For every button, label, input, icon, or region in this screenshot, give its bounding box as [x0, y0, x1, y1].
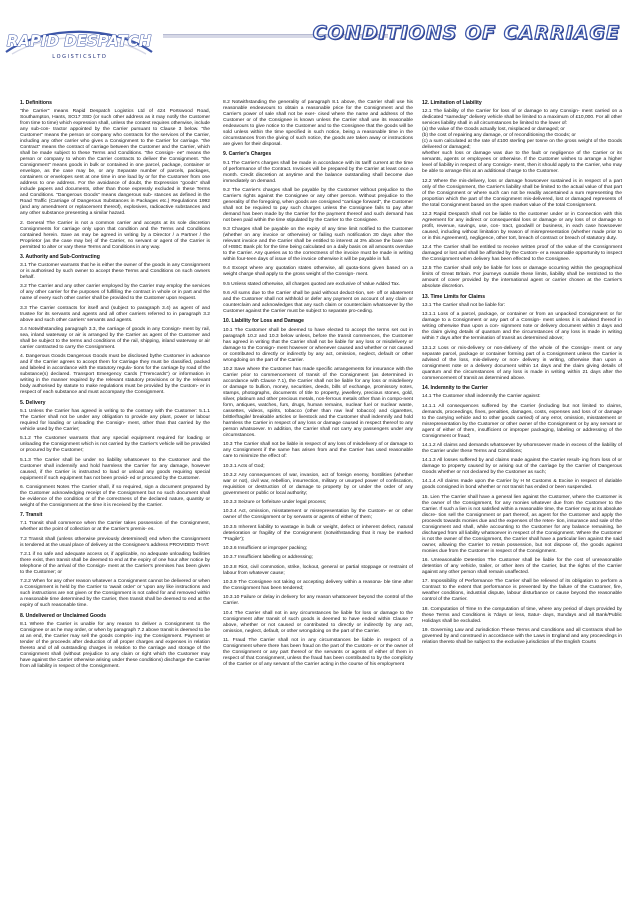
clause-paragraph: 12.4 The Carrier shall be entitled to receive written proof of the value of the Consignment damaged or lost and shall be afforded by the Custom- er a reasonable opportunity to inspect the Consignment when delivery has been effected to the Consignee. [422, 245, 622, 263]
clause-paragraph: 7.2.1 if no safe and adequate access or, if applicable, no adequate unloading facilities there exist, then transit shall be deemed to end at the expiry of one hour after notice by telephone of the arrival of the Consign- ment at the Carrier's premises has been given to the Customer; or [20, 552, 210, 576]
clause-paragraph: 5.1 Unless the Carrier has agreed in writing to the contrary with the Customer: 5.1.1 The Carrier shall not be under any obligation to provide any plant, power or labour required for loading or unloading the Consign- ment, other than that carried by the vehicle used by the Carrier; [20, 408, 210, 432]
clause-paragraph: 13.1.2 Loss or mis-delivery or non-delivery of the whole of the Consign- ment or any separate parcel, package or container forming part of a Consignment unless the Carrier is advised of the loss, mis-delivery or non- delivery in writing, otherwise than upon a consignment note or a delivery document within 14 days and the claim giving details of quantum and the circumstances of any loss is made in writing within 21 days after the commencement of transit as determined above. [422, 345, 622, 381]
clause-paragraph: 7.1 Transit shall commence when the Carrier takes possession of the Consignment, whether at the point of collection or at the Carrier's premis- es. [20, 521, 210, 533]
clause-paragraph: 10.3.9 The Consignee not taking or accepting delivery within a reasona- ble time after the Consignment has been tendered; [223, 579, 413, 591]
column-2 [223, 100, 413, 671]
clause-paragraph: 12.1 The liability of the Carrier for loss of or damage to any Consign- ment carried on a dedicated "sameday" delivery vehicle shall be limited to a maximum of £10,000. For all other services liability shall in all circumstances be limited to the lower of: (a) the value of the Goods actually lost, misplaced or damaged; or (b) the cost of repairing any damage, or of reconditioning the Goods; or (c) a sum calculated at the rate of £100 sterling per tonne on the gross weight of the Goods delivered or damaged; whether such loss or damage was due to the fault or negligence of the Carrier or its servants, agents or employees or otherwise. If the Customer wishes to arrange a higher level of liability in respect of any Consign- ment, then it should apply to the Carrier, who may be able to arrange this at an additional charge to the Customer. [422, 109, 622, 175]
clause-paragraph: 13.1.1 Loss of a parcel, package, or container or from an unpacked Consignment or for damage to a Consignment or any part of a Consign- ment unless it is advised thereof in writing otherwise than upon a con- signment note or delivery document within 3 days and the claim giving details of quantum and the circumstances of any loss is made in writing within 7 days after the termination of transit as determined above; [422, 312, 622, 342]
clause-paragraph: 10.3.2 Any consequences of war, invasion, act of foreign enemy, hostilities (whether war or not), civil war, rebellion, insurrection, military or usurped power of confiscation, requisition or destruction of or damage to property by or under the order of any government or public or local authority; [223, 472, 413, 496]
section-heading: 3. Authority and Sub-Contracting [20, 253, 100, 260]
clause-paragraph: 6. Consignment Notes The Carrier shall, if so required, sign a document prepared by the Customer acknowledging receipt of the Consignment but no such document shall be evidence of the condition or of the correctness of the declared nature, quantity or weight of the Consignment at the time it is received by the Carrier. [20, 484, 210, 508]
document-title: CONDITIONS OF CARRIAGE [312, 22, 620, 44]
clause-paragraph: 9.3 Charges shall be payable on the expiry of any time limit notified to the Customer (whether on any invoice or otherwise) or failing such notification 30 days after the relevant invoice and the Carrier shall be entitled to interest at 3% above the base rate of HSBC Bank plc for the time being calculated on a daily basis on all amounts overdue to the Carrier. Any queries as to the correctness of the invoice must be made in writing within four-teen days of issue of the invoice otherwise it will be payable in full. [223, 227, 413, 263]
clause-paragraph: 12.3 Rapid Despatch shall not be liable to the customer under or in Connection with this Agreement for any indirect or consequential loss or damage or any loss of or damage to profit, revenue, savings, use, con- tract, goodwill or business, in each case howsoever caused, including without limitation by reason of misrepresentation (whether made prior to or in this Agreement), negligence, other tort, breach of contract or breach of statutory duty. [422, 211, 622, 241]
clause-paragraph: 8.2 Notwithstanding the generality of paragraph 8.1 above, the Carrier shall use his reasonable endeavours to obtain a reasonable price for the Consignment and the Carrier's power of sale shall not be exer- cised where the name and address of the Customer or of the Consignee is known unless the Carrier shall use its reasonable endeavours to give notice to the Customer and to the Consignee that the goods will be sold unless within the time specified in such notice, being a reasonable time in the circumstances from the giving of such notice, the goods are taken away or instructions are given for their disposal. [223, 100, 413, 147]
clause-paragraph: 9.1 The Carrier's charges shall be made in accordance with its tariff current at the time of performance of the Contract. Invoices will be prepared by the Carrier at least once a month. Credit discretion at anytime and the balance outstanding shall become due immediately on demand. [223, 160, 413, 184]
section-heading: 8. Undelivered or Unclaimed Goods [20, 612, 107, 619]
clause-paragraph: 10.3.3 Seizure or forfeiture under legal process; [223, 500, 327, 506]
clause-paragraph: 9.4 Except where any quotation states otherwise, all quota-tions given based on a weight charge shall apply to the gross weight of the Consign- ment. [223, 266, 413, 278]
clause-paragraph: 11. Fraud The Carrier shall not in any circumstances be liable in respect of a Consignment where there has been fraud on the part of the Custom- er or the owner of the Consignment or any part thereof or the servants or agents of either of them in respect of that Consignment, unless the fraud has been contributed to by the complicity of the Carrier or of any servant of the Carrier acting in the course of his employment [223, 637, 413, 667]
clause-paragraph: 13.1 The Carrier shall not be liable for: [422, 303, 506, 309]
column-3 [422, 100, 622, 649]
section-heading: 7. Transit [20, 512, 43, 519]
clause-paragraph: 9.2 The Carrier's charges shall be payable by the Customer without prejudice to the Carrier's rights against the Consignee or any other person. Without prejudice to the generality of the foregoing, when goods are consigned "carriage forward", the Customer shall not be required to pay such charges unless the Consignee fails to pay after demand has been made by the Carrier for the payment thereof and such demand has not been paid within the time stipulated by the Carrier to the Consignee. [223, 187, 413, 223]
clause-paragraph: 3.4 Notwithstanding paragraph 3.3, the carriage of goods in any Consign- ment by rail, sea, inland waterway or air is arranged by the Carrier as agent of the Customer and shall be subject to the terms and conditions of the rail, shipping, inland waterway or air carrier contracted to carry the Consignment. [20, 327, 210, 351]
clause-paragraph: 3.2 The Carrier and any other carrier employed by the Carrier may employ the services of any other carrier for the purposes of fulfilling the contract in whole or in part and the name of every such other carrier shall be provided to the Customer upon request. [20, 284, 210, 302]
clause-paragraph: 2. General The Carrier is not a common carrier and accepts at its sole discretion Consignments for carriage only upon that condition and the Terms and Conditions contained herein. Save as may be agreed in writing by a Director / a Partner / the Proprietor (as the case may be) of the Carrier, no servant or agent of the Carrier is permitted to alter or vary these Terms and Conditions in any way. [20, 220, 210, 250]
section-heading: 9. Carrier's Charges [223, 151, 272, 158]
section-heading: 5. Delivery [20, 399, 46, 406]
clause-paragraph: 9.6 All sums due to the Carrier shall be paid without deduct-tion, set- off or abatement and the Customer shall not withhold or defer any payment on account of any claim or counterclaim and acknowledges that any such claim or counterclaim whatsoever by the Customer against the Carrier must be subject to separate pro-ceding. [223, 291, 413, 315]
clause-paragraph: 10.4 The Carrier shall not in any circumstances be liable for loss or damage to the Consignment after transit of such goods is deemed to have ended within Clause 7 above, whether or not caused or contributed to directly or indirectly by any act, omission, neglect, default, or other wrongdoing on the part of the Carrier. [223, 610, 413, 634]
clause-paragraph: 10.2 Save where the Customer has made specific arrangements for insurance with the Carrier prior to commencement of transit of the Consignment (as determined in accordance with Clause 7.1), the Carrier shall not be liable for any loss or misdelivery or damage to bullion, money, securities, deeds, bills of exchange, promissory notes, stamps, photographs, documents of title to property, jewellery, precious stones, gold, silver, platinum and other precious metals, non-ferrous metals other than in compo-nent form, antiques, watches, furs, drugs, human remains, nuclear fuel or nuclear waste, cassettes, videos, spirits, tobacco (other than raw leaf tobacco) and cigarettes, brittle/fragile/ breakable articles or livestock and the Customer shall indemnify and hold harmless the Carrier in respect of any loss or damage caused in respect thereof to any person whatsoever. In addition, the Carrier shall not carry any passengers under any circumstances. [223, 366, 413, 438]
clause-paragraph: 9.5 Unless stated otherwise, all charges quoted are exclusive of Value Added Tax. [223, 281, 401, 287]
clause-paragraph: 10.3.6 Insufficient or improper packing; [223, 546, 308, 552]
clause-paragraph: 7.2 Transit shall (unless otherwise previously determined) end when the Consignment is tendered at the usual place of delivery at the Consignee's address PROVIDED THAT: [20, 536, 210, 548]
clause-paragraph: 10.3.5 Inherent liability to wastage in bulk or weight, defect or inherent defect, natural deterioration or fragility of the Consignment (notwithstanding that it may be marked "Fragile"); [223, 524, 413, 542]
section-heading: 1. Definitions [20, 100, 52, 106]
clause-paragraph: 19. Governing Law and Jurisdiction These Terms and Conditions and all Contracts shall be governed by and construed in accordance with the Laws in England and any proceedings in relation thereto shall be subject to the exclusive jurisdiction of the English Courts [422, 627, 622, 645]
clause-paragraph: 14.1.1 All consequences suffered by the Carrier (including but not limited to claims, demands, proceedings, fines, penalties, damages, costs, expenses and loss of or damage to the carrying vehicle and to other goods carried) of any error, omission, misstatement or misrepresentation by the Customer or other owner of the Consignment or by any servant or agent of either of them, insufficient or improper packaging, labeling or addressing of the Consignment or fraud; [422, 403, 622, 439]
logo-subtitle: L O G I S T I C S L T D [52, 54, 106, 60]
header [0, 0, 638, 82]
section-heading: 13. Time Limits for Claims [422, 293, 486, 300]
clause-paragraph: 18. Computation of Time In the computation of time, where any period of days provided by these Terms and Conditions is 7days or less, Satur- days, Sundays and all Bank/Public Holidays shall be excluded. [422, 606, 622, 624]
clause-paragraph: 10.3.8 Riot, civil commotion, strike, lockout, general or partial stoppage or restraint of labour from whatever cause; [223, 564, 413, 576]
clause-paragraph: 4. Dangerous Goods Dangerous Goods must be disclosed bythe Customer in advance and if the Carrier agrees to accept them for Carriage they must be classified, packed and labeled in accordance with the statutory regula- tions for the carriage by road of the substance(s) declared. Transport Emergency Cards ("Tremcards") or information in writing in the manner required by the relevant statutory provisions or by the relevant body authorised by statute to make regulations must be provided by the Custom- er in respect of each substance and must accompany the Consignment. [20, 354, 210, 396]
clause-paragraph: 5.1.2 The Customer warrants that any special equipment required for loading or unloading the Consignment which is not carried by the Carrier's vehicle will be provided or procured by the Customer; [20, 436, 210, 454]
clause-paragraph: 14.1.3 All losses suffered by and claims made against the Carrier result- ing from loss of or damage to property caused by or arising out of the carriage by the Carrier of Dangerous Goods whether or not declared by the Customer as such; [422, 458, 622, 476]
clause-paragraph: 10.3.7 Insufficient labelling or addressing; [223, 555, 313, 561]
clause-paragraph: 5.1.3 The Carrier shall be under no liability whatsoever to the Customer and the Customer shall indemnify and hold harmless the Carrier for any damage, however caused, if the Carrier is instructed to load or unload any goods requiring special equipment if such equipment has not been provid- ed or procured by the Customer. [20, 457, 210, 481]
clause-paragraph: 10.1 The Customer shall be deemed to have elected to accept the terms set out in paragraph 10.2 and 10.3 below unless, before the transit commences, the Customer has agreed in writing that the Carrier shall not be liable for any loss or misdelivery or damage to the Consign- ment however or whenever caused and whether or not caused or contributed to directly or indirectly by any act, omission, neglect, default or other wrongdoing on the part of the Carrier. [223, 327, 413, 363]
company-logo [4, 22, 154, 62]
column-1 [20, 100, 210, 673]
clause-paragraph: 8.1 Where the Carrier is unable for any reason to deliver a Consignment to the Consignee or as he may order, or when by paragraph 7.2 above transit is deemed to be at an end, the Carrier may sell the goods compris- ing the Consignment. Payment or tender of the proceeds after deduction of all proper charges and expenses in relation thereto and of all outstanding charges in relation to the carriage and storage of the Consignment shall (without prejudice to any claim or right which the Customer may have against the Carrier otherwise arising under these conditions) discharge the Carrier from all liability in respect of the Consignment. [20, 621, 210, 669]
clause-paragraph: 10.3.1 Acts of God; [223, 463, 265, 469]
clause-paragraph: 10.3.10 Failure or delay in delivery for any reason whatsoever beyond the control of the Carrier. [223, 595, 413, 607]
section-heading: 14. Indemnity to the Carrier [422, 384, 488, 391]
clause-paragraph: 14.1.4 All claims made upon the Carrier by H M Customs & Excise in respect of dutiable goods consigned in bond whether or not transit has ended or been suspended. [422, 479, 622, 491]
logo-word: RAPID DESPATCH [6, 32, 152, 50]
clause-paragraph: 14.1.2 All claims and demands whatsoever by whomsoever made in excess of the liability of the Carrier under these Terms and Conditions; [422, 442, 622, 454]
clause-paragraph: 7.2.2 When for any other reason whatever a Consignment cannot be delivered or when a Consignment is held by the Carrier to 'await order' or 'upon any like instructions and such instructions are not given or the Consignment is not called for and removed within a reasonable time determined by the Carrier, then transit shall be deemed to end at the expiry of such reasonable time. [20, 579, 210, 609]
clause-paragraph: 14.1 The Customer shall indemnify the Carrier against: [422, 394, 541, 400]
clause-paragraph: 12.5 The Carrier shall only be liable for loss or damage occurring within the geographical limits of Great Britain. For journeys outside these limits, liability shall be restricted to the amount of cover provided by the international agent or carrier chosen at the Carrier's absolute discretion. [422, 266, 622, 290]
clause-paragraph: 15. Lien The Carrier shall have a general lien against the Customer, where the Customer is the owner of the Consignment, for any monies whatever due from the Customer to the Carrier. If such a lien is not satisfied within a reasonable time, the Carrier may at its absolute discre- tion sell the Consignment or part thereof, as agent for the Customer and apply the proceeds towards monies due and the expenses of the reten- tion, insurance and sale of the Consignment and shall, while accounting to the Customer for any balance remaining, be discharged from all liability whatsoever in respect of the Consignment. Where the Customer is not the owner of the Consignment, the Carrier shall have a particular lien against the said owner, allowing the Carrier to retain possession, but not dispose of, the goods against monies due from the Customer in respect of the Consignment. [422, 494, 622, 554]
clause-paragraph: 17. Impossibility of Performance The Carrier shall be relieved of its obligation to perform a Contract to the extent that performance is prevented by the failure of the Customer, fire, weather conditions, industrial dispute, labour disturbance or cause beyond the reasonable control of the Carrier. [422, 579, 622, 603]
section-heading: 12. Limitation of Liability [422, 100, 482, 106]
clause-paragraph: 10.3.4 Act, omission, misstatement or misrepresentation by the Custom- er or other owner of the Consignment or by servants or agents of either of them; [223, 509, 413, 521]
clause-paragraph: 12.2 Where the mis-delivery, loss or damage howsoever sustained is in respect of a part only of the Consignment, the Carrier's liability shall be limited to the actual value of that part of the Consignment or where such can not be readily ascertained a sum representing the proportion which the part of the Consignment mis-delivered, lost or damaged represents of the total Consignment based on the open market value of the total Consignment. [422, 178, 622, 208]
clause-paragraph: "the Carrier" means Rapid Despatch Logistics Ltd of 424 Portswood Road, Southampton, Hants, SO17 3SD (or such other address as it may notify the Customer from time to time) which expression shall, unless the context requires otherwise, include any sub-con- tractor appointed by the Carrier pursuant to Clause 3 below. "the Customer" means the person or company who contracts for the services of the Carrier, including any other carrier who gives a Consignment to the Carrier for carriage. "the Contract" means the contract of carriage between the Customer and the Carrier, which shall be made subject to these Terms and Conditions. "the Consign- ee" means the person or company to whom the Carrier contracts to deliver the Consignment. "the Consignment" means goods in bulk or contained in one parcel, package, container or envelope, as the case may be, or any Separate number of parcels, packages, containers or envelopes sent at one time in one load by or for the Customer from one address to one address. For the avoidance of doubt, the Expression "goods" shall include papers and documents, other than those expressly excluded in these Terms and Conditions. "Dangerous Goods" means dangerous sub- stances as defined in the Road Traffic (Carriage of Dangerous Substances in Packages etc.) Regulations 1992 (and any amendment or replacement thereof), explosives, radioactive substances and any other substance presenting a similar hazard. [20, 109, 211, 217]
clause-paragraph: 10.3 The Carrier shall not be liable in respect of any loss of misdelivery of or damage to any Consignment if the same has arisen from and the Carrier has used reasonable care to minimize the effect of: [223, 442, 413, 460]
clause-paragraph: 3.3 The Carrier contracts for itself and (subject to paragraph 3.4) as agent of and trustee for its servants and agents and all other carriers referred to in paragraph 3.2 above and such other carriers' servants and agents. [20, 305, 210, 323]
clause-paragraph: 3.1 The Customer warrants that he is either the owner of the goods in any Consignment or is authorised by such owner to accept these Terms and Conditions on such owners behalf. [20, 263, 210, 281]
clause-paragraph: 16. Unreasonable Detention The Customer shall be liable for the cost of unreasonable detention of any vehicle, trailer, or other item of the Carrier, but the rights of the Carrier against any other person shall remain unaffected. [422, 558, 622, 576]
section-heading: 10. Liability for Loss and Damage [223, 318, 304, 325]
